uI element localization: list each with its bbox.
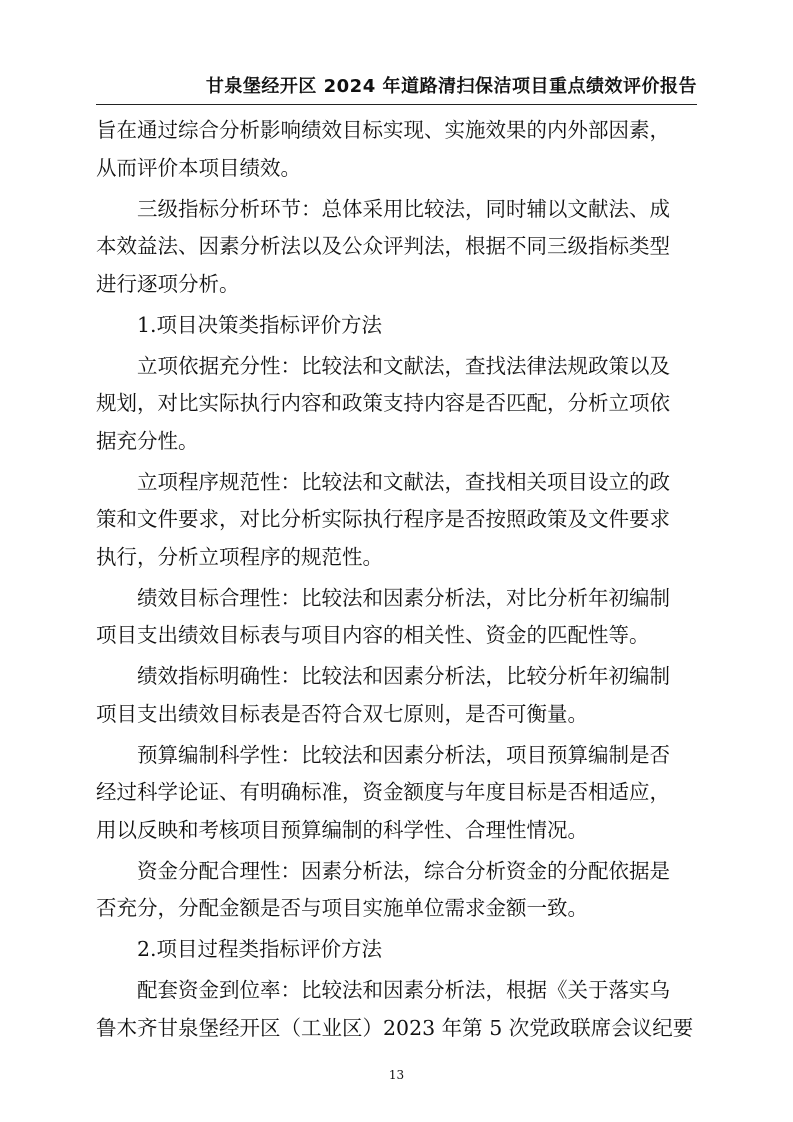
text-line: 绩效指标明确性：比较法和因素分析法，比较分析年初编制	[137, 664, 670, 688]
paragraph	[96, 464, 696, 577]
text-line: 用以反映和考核项目预算编制的科学性、合理性情况。	[96, 817, 588, 842]
paragraph	[96, 112, 696, 187]
text-line: 执行，分析立项程序的规范性。	[96, 544, 383, 569]
text-line: 进行逐项分析。	[96, 271, 240, 296]
text-line: 资金分配合理性：因素分析法，综合分析资金的分配依据是	[137, 858, 670, 883]
text-line: 绩效目标合理性：比较法和因素分析法，对比分析年初编制	[137, 585, 670, 610]
text-line: 项目支出绩效目标表与项目内容的相关性、资金的匹配性等。	[96, 623, 650, 647]
text-line: 三级指标分析环节：总体采用比较法，同时辅以文献法、成	[137, 196, 670, 221]
running-header	[96, 72, 697, 105]
text-line: 规划，对比实际执行内容和政策支持内容是否匹配，分析立项依	[96, 391, 670, 415]
text-line: 2.项目过程类指标评价方法	[137, 937, 383, 961]
text-line: 鲁木齐甘泉堡经开区（工业区）2023 年第 5 次党政联席会议纪要	[96, 1015, 694, 1040]
text-line: 经过科学论证、有明确标准，资金额度与年度目标是否相适应，	[96, 780, 670, 804]
paragraph	[96, 972, 696, 1047]
text-line: 旨在通过综合分析影响绩效目标实现、实施效果的内外部因素，	[96, 118, 670, 142]
paragraph	[96, 307, 696, 345]
paragraph	[96, 853, 696, 928]
text-line: 从而评价本项目绩效。	[96, 155, 301, 180]
paragraph	[96, 737, 696, 850]
text-line: 本效益法、因素分析法以及公众评判法，根据不同三级指标类型	[96, 234, 670, 258]
text-line: 立项依据充分性：比较法和文献法，查找法律法规政策以及	[137, 353, 670, 378]
paragraph	[96, 580, 696, 655]
text-line: 立项程序规范性：比较法和文献法，查找相关项目设立的政	[137, 469, 670, 494]
paragraph	[96, 348, 696, 461]
body-text	[96, 112, 696, 1051]
text-line: 策和文件要求，对比分析实际执行程序是否按照政策及文件要求	[96, 507, 670, 531]
text-line: 预算编制科学性：比较法和因素分析法，项目预算编制是否	[137, 742, 670, 767]
page-number: 13	[388, 1068, 405, 1082]
text-line: 项目支出绩效目标表是否符合双七原则，是否可衡量。	[96, 701, 588, 726]
text-line: 据充分性。	[96, 428, 199, 453]
text-line: 1.项目决策类指标评价方法	[137, 312, 383, 337]
paragraph	[96, 658, 696, 733]
header-title: 甘泉堡经开区 2024 年道路清扫保洁项目重点绩效评价报告	[205, 76, 697, 97]
paragraph	[96, 931, 696, 969]
text-line: 配套资金到位率：比较法和因素分析法，根据《关于落实乌	[137, 978, 670, 1002]
paragraph	[96, 191, 696, 304]
text-line: 否充分，分配金额是否与项目实施单位需求金额一致。	[96, 896, 588, 920]
